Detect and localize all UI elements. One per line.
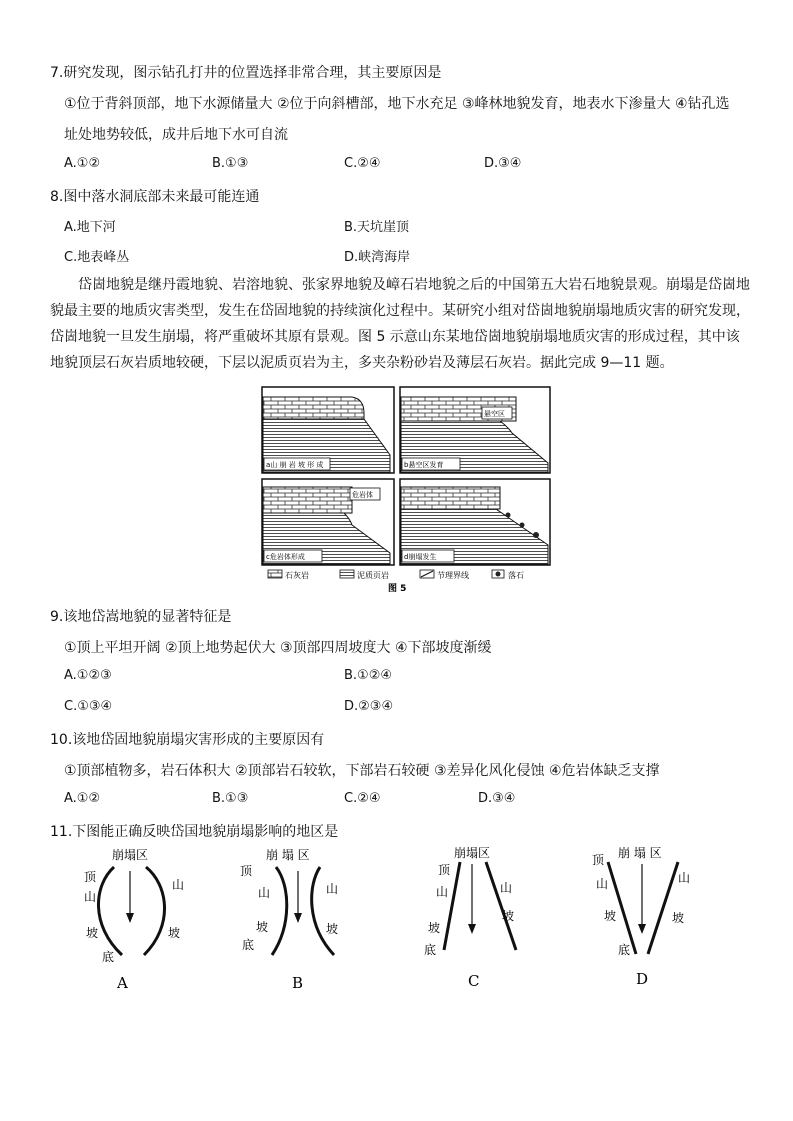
svg-text:坡: 坡: [672, 911, 685, 925]
svg-text:坡: 坡: [168, 926, 181, 940]
legend-joint: 节理界线: [437, 571, 469, 580]
diagram-c-letter: C: [468, 972, 480, 990]
diagram-a-letter: A: [117, 974, 128, 992]
svg-text:山: 山: [84, 890, 97, 904]
diagram-d-letter: D: [636, 970, 649, 988]
callout-c: 危岩体: [352, 491, 373, 499]
svg-text:山: 山: [500, 881, 513, 895]
figure-5-panel-d: [400, 479, 550, 565]
q9-option-b[interactable]: B.①②④: [344, 668, 393, 683]
svg-text:顶: 顶: [84, 870, 97, 884]
q10-option-d[interactable]: D.③④: [478, 791, 516, 806]
q9-stem: 9.该地岱嵩地貌的显著特征是: [50, 609, 232, 625]
svg-text:坡: 坡: [604, 909, 617, 923]
callout-b: 悬空区: [484, 410, 505, 418]
svg-text:山: 山: [326, 882, 339, 896]
svg-text:山: 山: [258, 886, 271, 900]
svg-text:底: 底: [242, 938, 255, 952]
q9-option-c[interactable]: C.①③④: [64, 699, 113, 714]
svg-text:顶: 顶: [592, 853, 605, 867]
svg-text:底: 底: [424, 943, 437, 957]
svg-text:顶: 顶: [240, 864, 253, 878]
panel-b-label: b悬空区发育: [404, 461, 444, 469]
legend-limestone: 石灰岩: [285, 571, 309, 580]
q7-option-c[interactable]: C.②④: [344, 156, 381, 171]
legend-rockfall: 落石: [508, 571, 524, 580]
zone-label-d: 崩 塌 区: [618, 846, 662, 860]
q8-option-d[interactable]: D.峡湾海岸: [344, 250, 411, 265]
q8-stem: 8.图中落水洞底部未来最可能连通: [50, 189, 260, 205]
q10-option-c[interactable]: C.②④: [344, 791, 381, 806]
q11-stem: 11.下图能正确反映岱国地貌崩塌影响的地区是: [50, 824, 339, 840]
q7-option-a[interactable]: A.①②: [64, 156, 101, 171]
q8-option-b[interactable]: B.天坑崖顶: [344, 220, 410, 235]
zone-label-a: 崩塌区: [112, 848, 149, 862]
figure-5-panel-a: [262, 387, 394, 473]
q7-option-b[interactable]: B.①③: [212, 156, 249, 171]
q10-option-b[interactable]: B.①③: [212, 791, 249, 806]
zone-label-b: 崩 塌 区: [266, 848, 310, 862]
figure-5-panel-c: [262, 479, 394, 565]
panel-c-label: c危岩体形成: [266, 553, 305, 561]
figure-5-panel-b: [400, 387, 550, 473]
q11-diagram-b[interactable]: [230, 845, 360, 995]
svg-text:山: 山: [596, 877, 609, 891]
q7-stem: 7.研究发现，图示钻孔打井的位置选择非常合理，其主要原因是: [50, 65, 442, 81]
q10-stem: 10.该地岱固地貌崩塌灾害形成的主要原因有: [50, 732, 325, 748]
q8-option-c[interactable]: C.地表峰丛: [64, 250, 130, 265]
q9-option-d[interactable]: D.②③④: [344, 699, 394, 714]
svg-text:山: 山: [678, 871, 691, 885]
svg-text:坡: 坡: [256, 920, 269, 934]
diagram-b-letter: B: [292, 974, 304, 992]
legend-shale: 泥质页岩: [357, 571, 389, 580]
figure-5: [260, 385, 556, 595]
q10-option-a[interactable]: A.①②: [64, 791, 101, 806]
q7-statements-line1: ①位于背斜顶部，地下水源储量大 ②位于向斜槽部，地下水充足 ③峰林地貌发育，地表水下渗量大 ④钻孔选: [64, 96, 730, 112]
q8-option-a[interactable]: A.地下河: [64, 220, 116, 235]
q11-diagram-c[interactable]: [412, 840, 542, 995]
reading-passage: 岱崮地貌是继丹霞地貌、岩溶地貌、张家界地貌及嶂石岩地貌之后的中国第五大岩石地貌景观。崩塌是岱崮地貌最主要的地质灾害类型，发生在岱固地貌的持续演化过程中。某研究小组对岱崮地貌崩塌地质灾害的研究发现，岱崮地貌一旦发生崩塌，将严重破坏其原有景观。图 5 示意山东某地岱崮地貌崩塌地质灾害的形成过程，其中该地貌顶层石灰岩质地较硬，下层以泥质页岩为主，多夹杂粉砂岩及薄层石灰岩。据此完成 9—11 题。: [50, 277, 750, 371]
panel-a-label: a山 崩 岩 坡 形 成: [266, 461, 324, 469]
panel-d-label: d崩塌发生: [404, 553, 437, 561]
zone-label-c: 崩塌区: [454, 846, 491, 860]
svg-text:坡: 坡: [428, 921, 441, 935]
q7-option-d[interactable]: D.③④: [484, 156, 522, 171]
q9-option-a[interactable]: A.①②③: [64, 668, 112, 683]
figure-5-legend: [268, 570, 524, 580]
svg-text:山: 山: [436, 885, 449, 899]
figure-5-caption: 图 5: [388, 584, 407, 594]
q7-statements-line2: 址处地势较低，成井后地下水可自流: [64, 127, 288, 143]
q11-diagram-a[interactable]: [72, 845, 202, 995]
svg-text:坡: 坡: [86, 926, 99, 940]
svg-text:坡: 坡: [326, 922, 339, 936]
q10-statements-line1: ①顶部植物多，岩石体积大 ②顶部岩石较软，下部岩石较硬 ③差异化风化侵蚀 ④危岩体缺乏支撑: [64, 763, 660, 779]
svg-text:坡: 坡: [502, 909, 515, 923]
svg-text:底: 底: [618, 943, 631, 957]
q9-statements-line1: ①顶上平坦开阔 ②顶上地势起伏大 ③顶部四周坡度大 ④下部坡度渐缓: [64, 640, 492, 656]
svg-text:顶: 顶: [438, 863, 451, 877]
svg-text:山: 山: [172, 878, 185, 892]
svg-text:底: 底: [102, 950, 115, 964]
q11-diagram-d[interactable]: [582, 840, 712, 995]
